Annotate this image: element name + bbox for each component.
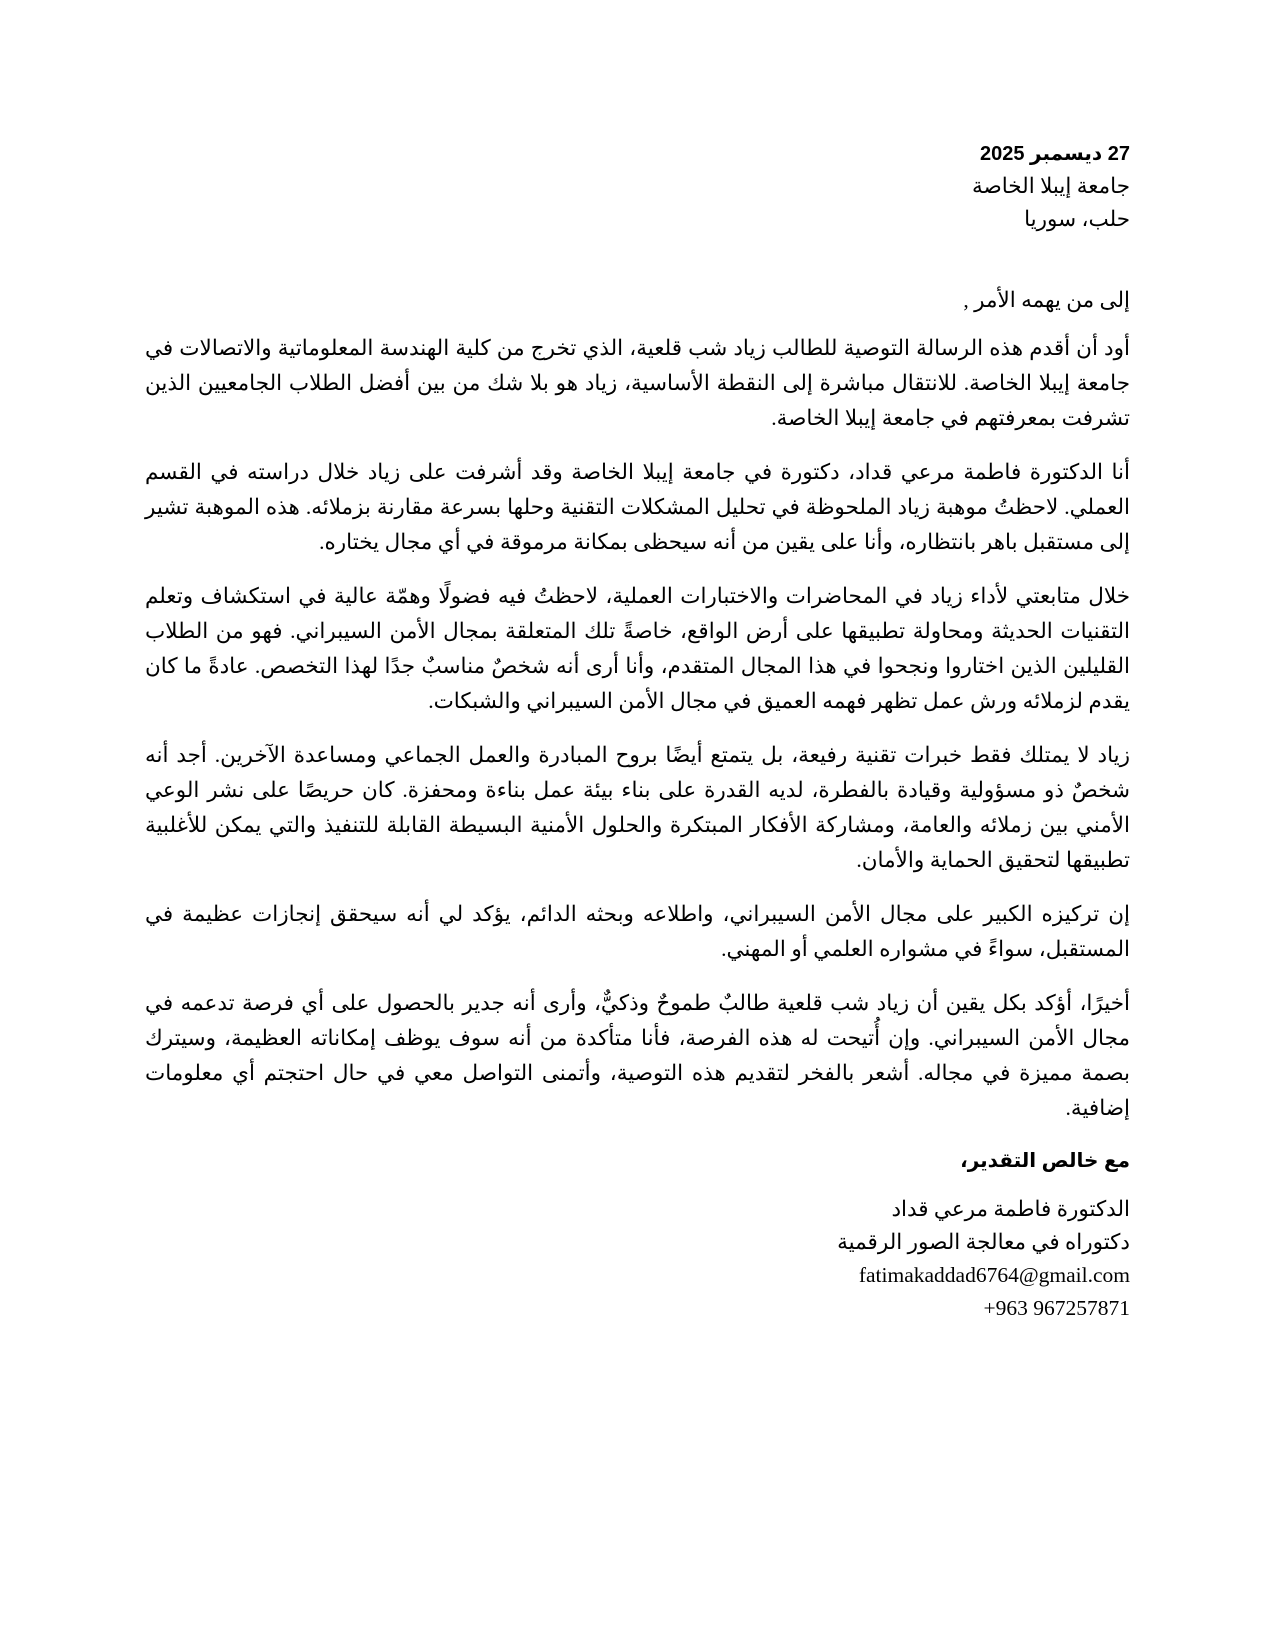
letter-date: 27 ديسمبر 2025: [979, 143, 1130, 165]
letter-organization: جامعة إيبلا الخاصة: [971, 174, 1130, 198]
signer-email: fatimakaddad6764@gmail.com: [858, 1263, 1130, 1287]
signature-block: [145, 1193, 1130, 1325]
body-paragraph-6: أخيرًا، أؤكد بكل يقين أن زياد شب قلعية طالبٌ طموحٌ وذكيٌّ، وأرى أنه جدير بالحصول على أي فرصة تدعمه في مجال الأمن السيبراني. وإن أُتيحت له هذه الفرصة، فأنا متأكدة من أنه سوف يوظف إمكاناته العظيمة، وسيترك بصمة مميزة في مجاله. أشعر بالفخر لتقديم هذه التوصية، وأتمنى التواصل معي في حال احتجتم أي معلومات إضافية.: [145, 991, 1130, 1120]
body-paragraph-4: زياد لا يمتلك فقط خبرات تقنية رفيعة، بل يتمتع أيضًا بروح المبادرة والعمل الجماعي ومساعدة الآخرين. أجد أنه شخصٌ ذو مسؤولية وقيادة بالفطرة، لديه القدرة على بناء بيئة عمل بناءة ومحفزة. كان حريصًا على نشر الوعي الأمني بين زملائه والعامة، ومشاركة الأفكار المبتكرة والحلول الأمنية البسيطة القابلة للتنفيذ والتي يمكن للأغلبية تطبيقها لتحقيق الحماية والأمان.: [145, 743, 1130, 872]
body-paragraph-5: إن تركيزه الكبير على مجال الأمن السيبراني، واطلاعه وبحثه الدائم، يؤكد لي أنه سيحقق إنجازات عظيمة في المستقبل، سواءً في مشواره العلمي أو المهني.: [145, 902, 1130, 961]
body-paragraph-3: خلال متابعتي لأداء زياد في المحاضرات والاختبارات العملية، لاحظتُ فيه فضولًا وهمّة عالية في استكشاف وتعلم التقنيات الحديثة ومحاولة تطبيقها على أرض الواقع، خاصةً تلك المتعلقة بمجال الأمن السيبراني. فهو من الطلاب القليلين الذين اختاروا ونجحوا في هذا المجال المتقدم، وأنا أرى أنه شخصٌ مناسبٌ جدًا لهذا التخصص. عادةً ما كان يقدم لزملائه ورش عمل تظهر فهمه العميق في مجال الأمن السيبراني والشبكات.: [145, 584, 1130, 713]
letter-closing: مع خالص التقدير،: [960, 1150, 1130, 1172]
body-paragraph-1: أود أن أقدم هذه الرسالة التوصية للطالب زياد شب قلعية، الذي تخرج من كلية الهندسة المعلوماتية والاتصالات في جامعة إيبلا الخاصة. للانتقال مباشرة إلى النقطة الأساسية، زياد هو بلا شك من بين أفضل الطلاب الجامعيين الذين تشرفت بمعرفتهم في جامعة إيبلا الخاصة.: [145, 336, 1130, 430]
signer-title: دكتوراه في معالجة الصور الرقمية: [837, 1230, 1130, 1254]
body-paragraph-2: أنا الدكتورة فاطمة مرعي قداد، دكتورة في جامعة إيبلا الخاصة وقد أشرفت على زياد خلال دراسته في القسم العملي. لاحظتُ موهبة زياد الملحوظة في تحليل المشكلات التقنية وحلها بسرعة مقارنة بزملائه. هذه الموهبة تشير إلى مستقبل باهر بانتظاره، وأنا على يقين من أنه سيحظى بمكانة مرموقة في أي مجال يختاره.: [145, 460, 1130, 554]
letter-body: [145, 331, 1130, 1126]
signer-name: الدكتورة فاطمة مرعي قداد: [891, 1197, 1130, 1221]
letter-header: [145, 138, 1130, 236]
letter-salutation: إلى من يهمه الأمر ,: [963, 288, 1130, 312]
letter-content: [145, 138, 1130, 1325]
letter-location: حلب، سوريا: [1024, 207, 1130, 231]
signer-phone: +963 967257871: [983, 1296, 1130, 1320]
